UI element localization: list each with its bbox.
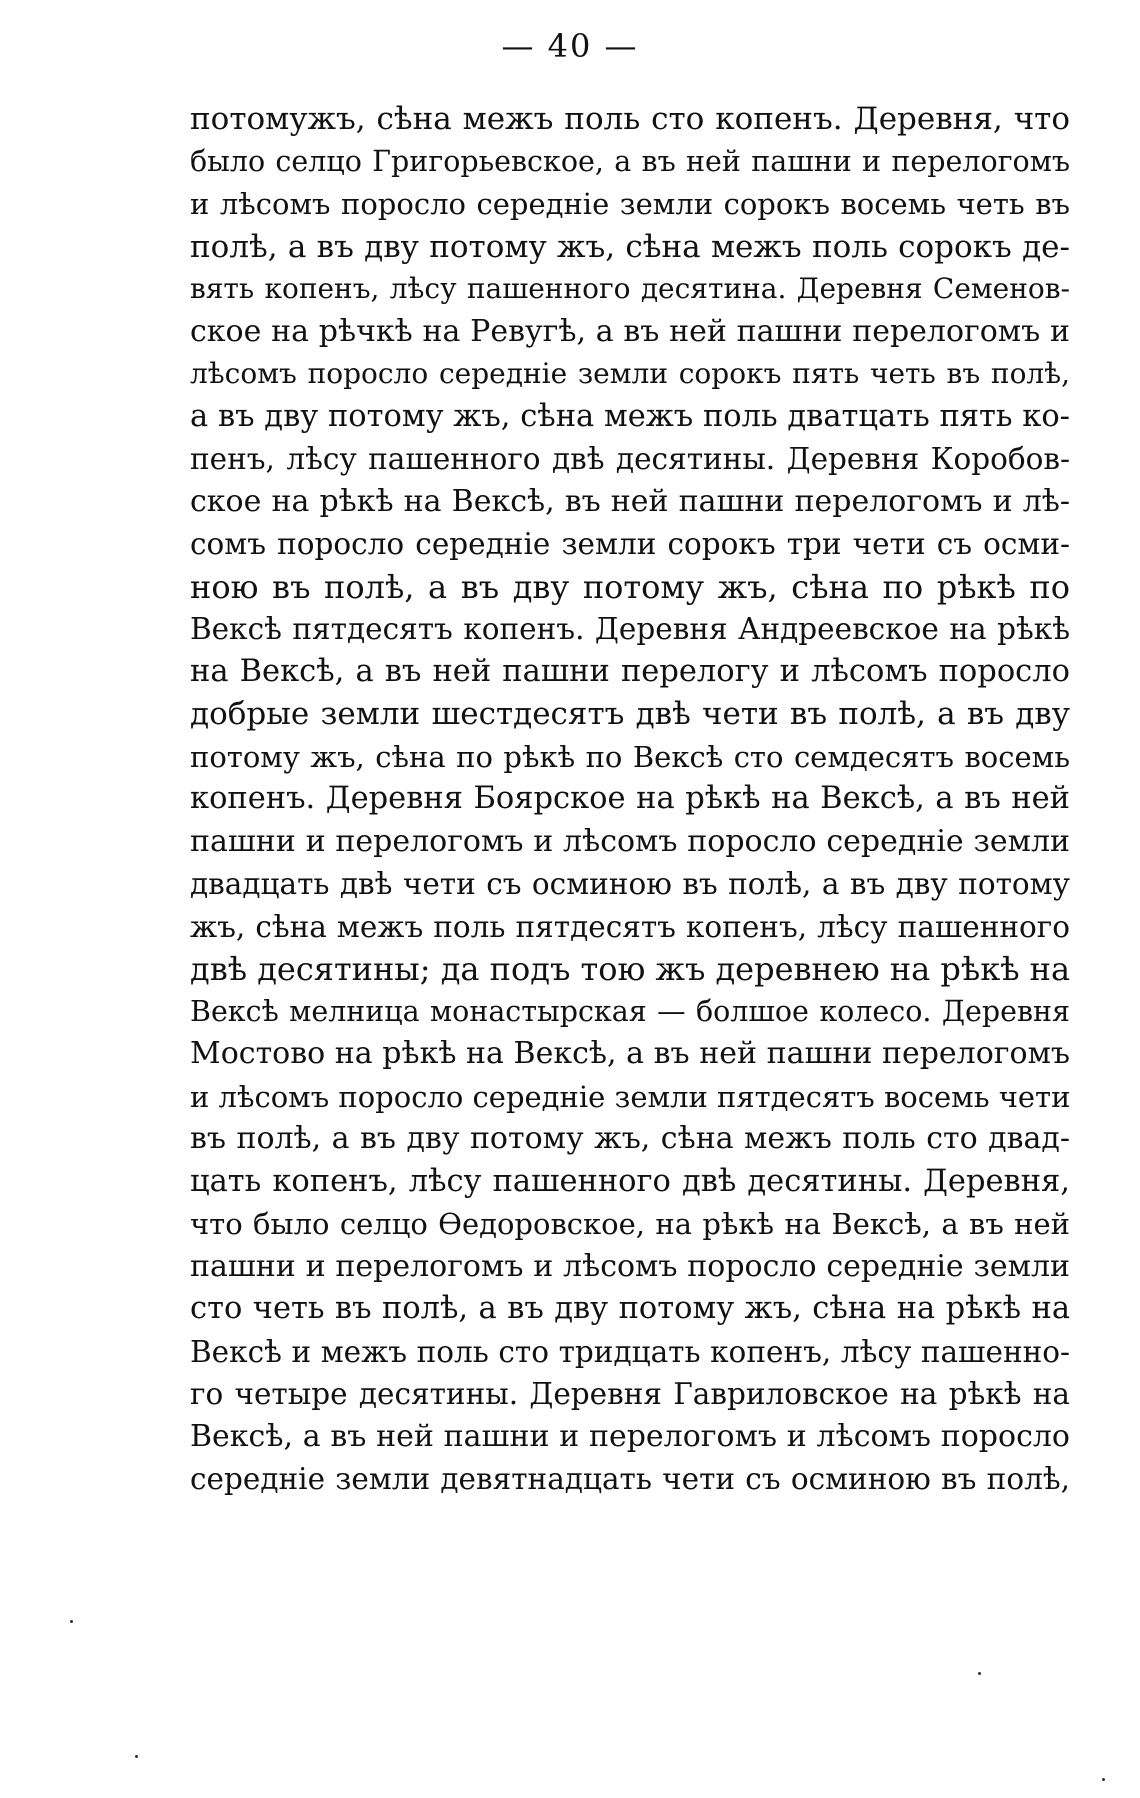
text-line-20: жъ, сѣна межъ поль пятдесятъ копенъ, лѣсу пашенного: [190, 909, 1070, 944]
text-line-12: ною въ полѣ, а въ дву потому жъ, сѣна по рѣкѣ по: [190, 567, 1070, 606]
text-line-32: Вексѣ, а въ ней пашни и перелогомъ и лѣсомъ поросло: [190, 1418, 1070, 1454]
text-line-5: вять копенъ, лѣсу пашенного десятина. Деревня Семенов-: [190, 272, 1070, 305]
text-line-15: добрые земли шестдесятъ двѣ чети въ полѣ, а въ дву: [190, 696, 1070, 732]
text-line-18: пашни и перелогомъ и лѣсомъ поросло середніе земли: [190, 823, 1070, 859]
text-line-27: что было селцо Өедоровское, на рѣкѣ на Вексѣ, а въ ней: [190, 1207, 1070, 1241]
scan-speck: [135, 1755, 138, 1758]
text-line-25: въ полѣ, а въ дву потому жъ, сѣна межъ поль сто двад-: [190, 1121, 1070, 1156]
text-line-30: Вексѣ и межъ поль сто тридцать копенъ, лѣсу пашенно-: [190, 1334, 1070, 1369]
text-line-9: пенъ, лѣсу пашенного двѣ десятины. Деревня Коробов-: [190, 442, 1070, 476]
text-line-24: и лѣсомъ поросло середніе земли пятдесятъ восемь чети: [190, 1079, 1071, 1114]
text-line-6: ское на рѣчкѣ на Ревугѣ, а въ ней пашни перелогомъ и: [190, 313, 1070, 349]
scan-speck: [70, 1620, 73, 1623]
text-line-4: полѣ, а въ дву потому жъ, сѣна межъ поль сорокъ де-: [190, 228, 1070, 265]
text-line-17: копенъ. Деревня Боярское на рѣкѣ на Вексѣ, а въ ней: [190, 781, 1070, 816]
text-line-2: было селцо Григорьевское, а въ ней пашни и перелогомъ: [190, 144, 1070, 178]
text-line-31: го четыре десятины. Деревня Гавриловское на рѣкѣ на: [190, 1377, 1070, 1411]
body-text: [190, 98, 1070, 1501]
page-number: — 40 —: [501, 27, 639, 65]
text-line-21: двѣ десятины; да подъ тою жъ деревнею на рѣкѣ на: [190, 950, 1071, 988]
text-line-28: пашни и перелогомъ и лѣсомъ поросло середніе земли: [190, 1248, 1070, 1284]
text-line-1: потомужъ, сѣна межъ поль сто копенъ. Деревня, что: [190, 101, 1070, 137]
text-line-33: середніе земли девятнадцать чети съ осминою въ полѣ,: [190, 1462, 1070, 1496]
text-line-8: а въ дву потому жъ, сѣна межъ поль дватцать пять ко-: [190, 398, 1070, 434]
text-line-22: Вексѣ мелница монастырская — болшое колесо. Деревня: [190, 994, 1070, 1028]
text-line-16: потому жъ, сѣна по рѣкѣ по Вексѣ сто семдесятъ восемь: [190, 739, 1070, 774]
text-line-13: Вексѣ пятдесятъ копенъ. Деревня Андреевское на рѣкѣ: [190, 612, 1070, 646]
text-line-19: двадцать двѣ чети съ осминою въ полѣ, а въ дву потому: [190, 867, 1070, 901]
scan-speck: [978, 1672, 981, 1675]
text-line-10: ское на рѣкѣ на Вексѣ, въ ней пашни перелогомъ и лѣ-: [190, 483, 1070, 519]
text-line-7: лѣсомъ поросло середніе земли сорокъ пять четь въ полѣ,: [190, 357, 1070, 390]
text-line-29: сто четь въ полѣ, а въ дву потому жъ, сѣна на рѣкѣ на: [190, 1291, 1070, 1326]
text-line-3: и лѣсомъ поросло середніе земли сорокъ восемь четь въ: [190, 187, 1070, 221]
text-line-26: цать копенъ, лѣсу пашенного двѣ десятины. Деревня,: [190, 1163, 1070, 1199]
text-line-23: Мостово на рѣкѣ на Вексѣ, а въ ней пашни перелогомъ: [190, 1036, 1070, 1071]
text-line-14: на Вексѣ, а въ ней пашни перелогу и лѣсомъ поросло: [190, 653, 1070, 689]
text-line-11: сомъ поросло середніе земли сорокъ три чети съ осми-: [190, 527, 1070, 561]
scan-speck: [1102, 1778, 1105, 1781]
